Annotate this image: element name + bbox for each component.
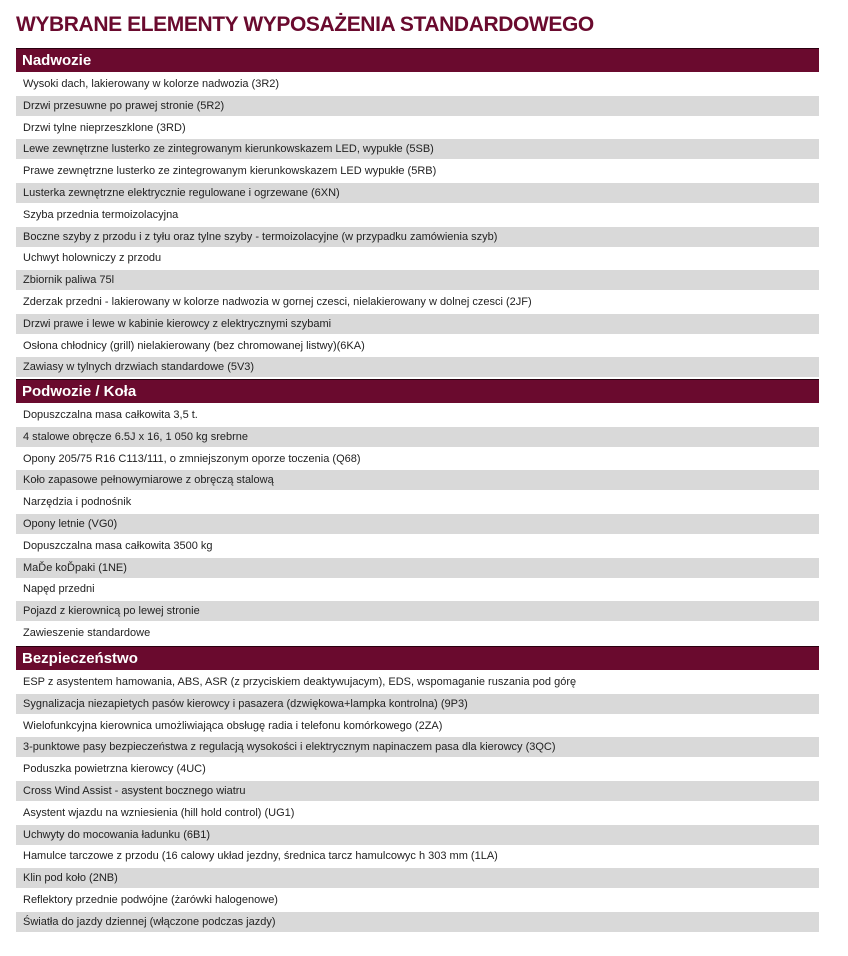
list-item: Dopuszczalna masa całkowita 3,5 t.	[23, 409, 198, 421]
section-header: Nadwozie	[16, 48, 819, 72]
list-item: 3-punktowe pasy bezpieczeństwa z regulacją wysokości i elektrycznym napinaczem pasa dla kierowcy (3QC)	[16, 737, 819, 757]
list-item: MaĎe koĎpaki (1NE)	[16, 558, 819, 578]
list-item: Dopuszczalna masa całkowita 3500 kg	[23, 539, 213, 552]
section-podwozie	[16, 379, 819, 645]
list-item: Opony letnie (VG0)	[16, 514, 819, 534]
page-title: WYBRANE ELEMENTY WYPOSAŻENIA STANDARDOWEGO	[16, 13, 594, 36]
list-item: Opony 205/75 R16 C113/111, o zmniejszonym oporze toczenia (Q68)	[23, 452, 361, 465]
list-item: Reflektory przednie podwójne (żarówki halogenowe)	[23, 893, 278, 906]
list-item: Boczne szyby z przodu i z tyłu oraz tylne szyby - termoizolacyjne (w przypadku zamówienia szyb)	[16, 227, 819, 247]
list-item: Zawieszenie standardowe	[23, 626, 151, 639]
list-item: Sygnalizacja niezapietych pasów kierowcy i pasazera (dzwiękowa+lampka kontrolna) (9P3)	[16, 694, 819, 714]
list-item: Uchwyty do mocowania ładunku (6B1)	[16, 825, 819, 845]
list-item: Światła do jazdy dziennej (włączone podczas jazdy)	[16, 912, 819, 932]
list-item: Hamulce tarczowe z przodu (16 calowy układ jezdny, średnica tarcz hamulcowyc h 303 mm (1LA)	[23, 850, 498, 863]
list-item: Uchwyt holowniczy z przodu	[23, 252, 162, 265]
section-nadwozie	[16, 48, 819, 379]
list-item: Drzwi tylne nieprzeszklone (3RD)	[23, 121, 186, 134]
section-header: Bezpieczeństwo	[16, 646, 819, 670]
list-item: Szyba przednia termoizolacyjna	[23, 208, 179, 221]
list-item: 4 stalowe obręcze 6.5J x 16, 1 050 kg srebrne	[16, 427, 819, 447]
list-item: Prawe zewnętrzne lusterko ze zintegrowanym kierunkowskazem LED wypukłe (5RB)	[23, 165, 437, 178]
list-item: Wysoki dach, lakierowany w kolorze nadwozia (3R2)	[23, 78, 280, 90]
list-item: Drzwi przesuwne po prawej stronie (5R2)	[16, 96, 819, 116]
list-item: Osłona chłodnicy (grill) nielakierowany (bez chromowanej listwy)(6KA)	[23, 339, 365, 352]
list-item: Poduszka powietrzna kierowcy (4UC)	[23, 763, 206, 776]
list-item: Lusterka zewnętrzne elektrycznie regulowane i ogrzewane (6XN)	[16, 183, 819, 203]
list-item: Zawiasy w tylnych drzwiach standardowe (5V3)	[16, 357, 819, 377]
list-item: Lewe zewnętrzne lusterko ze zintegrowanym kierunkowskazem LED, wypukłe (5SB)	[16, 139, 819, 159]
list-item: Pojazd z kierownicą po lewej stronie	[16, 601, 819, 621]
section-bezpieczenstwo	[16, 646, 819, 934]
list-item: Cross Wind Assist - asystent bocznego wiatru	[16, 781, 819, 801]
list-item: Zbiornik paliwa 75l	[16, 270, 819, 290]
list-item: Narzędzia i podnośnik	[23, 496, 132, 509]
list-item: Klin pod koło (2NB)	[16, 868, 819, 888]
list-item: Napęd przedni	[23, 583, 95, 596]
list-item: Wielofunkcyjna kierownica umożliwiająca obsługę radia i telefonu komórkowego (2ZA)	[23, 719, 443, 732]
section-header: Podwozie / Koła	[16, 379, 819, 403]
list-item: ESP z asystentem hamowania, ABS, ASR (z przyciskiem deaktywujacym), EDS, wspomaganie ruszania pod górę	[23, 676, 577, 688]
list-item: Drzwi prawe i lewe w kabinie kierowcy z elektrycznymi szybami	[16, 314, 819, 334]
list-item: Koło zapasowe pełnowymiarowe z obręczą stalową	[16, 470, 819, 490]
list-item: Zderzak przedni - lakierowany w kolorze nadwozia w gornej czesci, nielakierowany w dolnej czesci (2JF)	[23, 295, 532, 308]
list-item: Asystent wjazdu na wzniesienia (hill hold control) (UG1)	[23, 806, 295, 819]
